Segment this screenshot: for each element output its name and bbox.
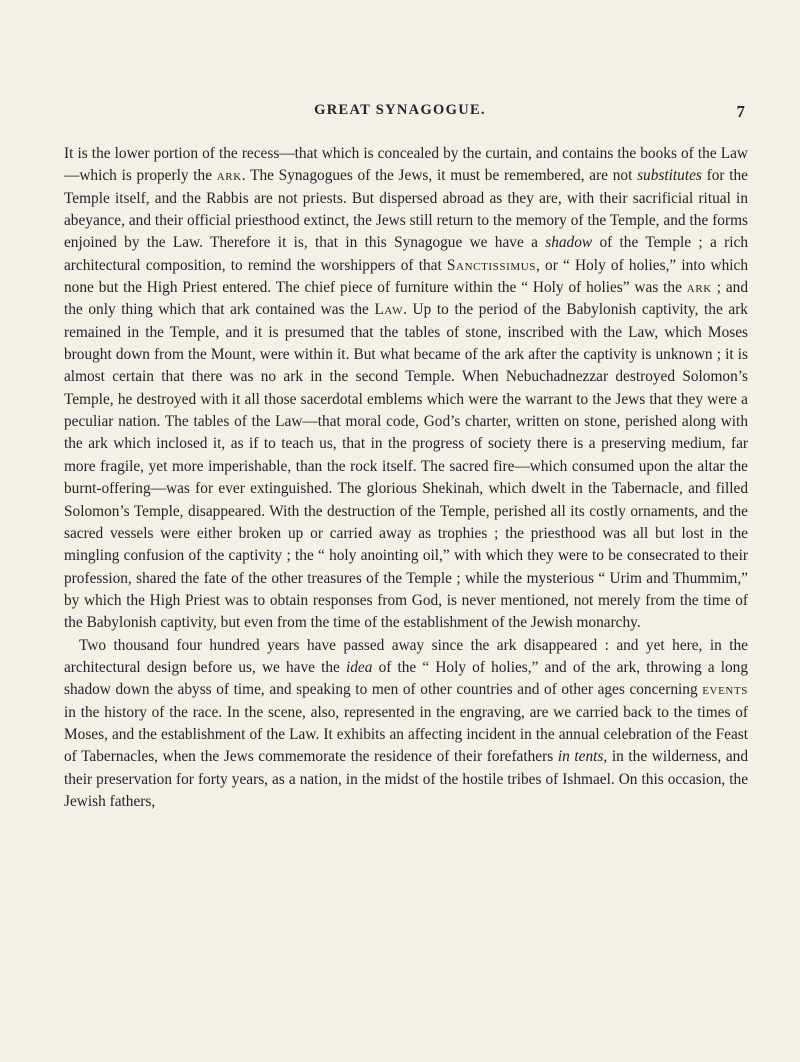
paragraph-2 [64,635,748,814]
text-run: of the Temple ; a rich architectural composition, to remind the worshippers of that [64,234,748,274]
small-caps-run: events [702,681,748,699]
running-head [52,102,748,124]
paragraph-1 [64,143,748,635]
small-caps-run: ark [686,279,712,297]
text-run: Two thousand four hundred years have passed away since the ark disappeared : and yet here, in the architectural design before us, we have the [64,636,748,676]
page-number: 7 [736,102,745,121]
small-caps-run: ark [216,167,242,185]
text-run: for the Temple itself, and the Rabbis are not priests. But dispersed abroad as they are, with their sacrificial ritual in abeyance, and their official priesthood extinct, the Jews still return to the memory of the Temple, and the forms enjoined by the Law. Therefore it is, that in this Synagogue we have a [64,167,748,252]
small-caps-run: Sanctissimus [446,256,537,274]
italic-run: shadow [545,234,593,252]
text-run: . The Synagogues of the Jews, it must be remembered, are not [241,167,638,185]
text-run: of the “ Holy of holies,” and of the ark, throwing a long shadow down the abyss of time, and speaking to men of other countries and of other ages concerning [64,658,748,699]
italic-run: in tents [557,748,604,766]
running-title: GREAT SYNAGOGUE. [314,102,486,118]
italic-run: idea [346,658,373,676]
text-run: It is the lower portion of the recess—that which is concealed by the curtain, and contains the books of the Law—which is properly the [64,145,748,185]
body-text [64,143,748,813]
text-run: , in the wilderness, and their preservation for forty years, as a nation, in the midst of the hostile tribes of Ishmael. On this occasion, the Jewish fathers, [64,748,748,810]
text-run: , or “ Holy of holies,” into which none but the High Priest entered. The chief piece of furniture within the “ Holy of holies” was the [64,256,748,297]
text-run: . Up to the period of the Babylonish captivity, the ark remained in the Temple, and it is presumed that the tables of stone, inscribed with the Law, which Moses brought down from the Mount, were within it. But what became of the ark after the captivity is unknown ; it is almost certain that there was no ark in the second Temple. When Nebuchadnezzar destroyed Solomon’s Temple, he destroyed with it all those sacerdotal emblems which were the warrant to the Jews that they were a peculiar nation. The tables of the Law—that moral code, God’s charter, written on stone, perished along with the ark which inclosed it, as if to teach us, that in the progress of society there is a preserving medium, far more fragile, yet more imperishable, than the rock itself. The sacred fire—which consumed upon the altar the burnt-offering—was for ever extinguished. The glorious Shekinah, which dwelt in the Tabernacle, and filled Solomon’s Temple, disappeared. With the destruction of the Temple, perished all its costly ornaments, and the sacred vessels were either broken up or carried away as trophies ; the priesthood was all but lost in the mingling confusion of the captivity ; the “ holy anointing oil,” with which they were to be consecrated to their profession, shared the fate of the other treasures of the Temple ; while the mysterious “ Urim and Thummim,” by which the High Priest was to obtain responses from God, is never mentioned, not merely from the time of the Babylonish captivity, but even from the time of the establishment of the Jewish monarchy. [64,301,748,632]
small-caps-run: Law [374,301,404,319]
text-run: ; and the only thing which that ark contained was the [64,279,748,319]
text-run: in the history of the race. In the scene, also, represented in the engraving, are we carried back to the times of Moses, and the establishment of the Law. It exhibits an affecting incident in the annual celebration of the Feast of Tabernacles, when the Jews commemorate the residence of their forefathers [64,703,748,766]
italic-run: substitutes [637,167,702,185]
